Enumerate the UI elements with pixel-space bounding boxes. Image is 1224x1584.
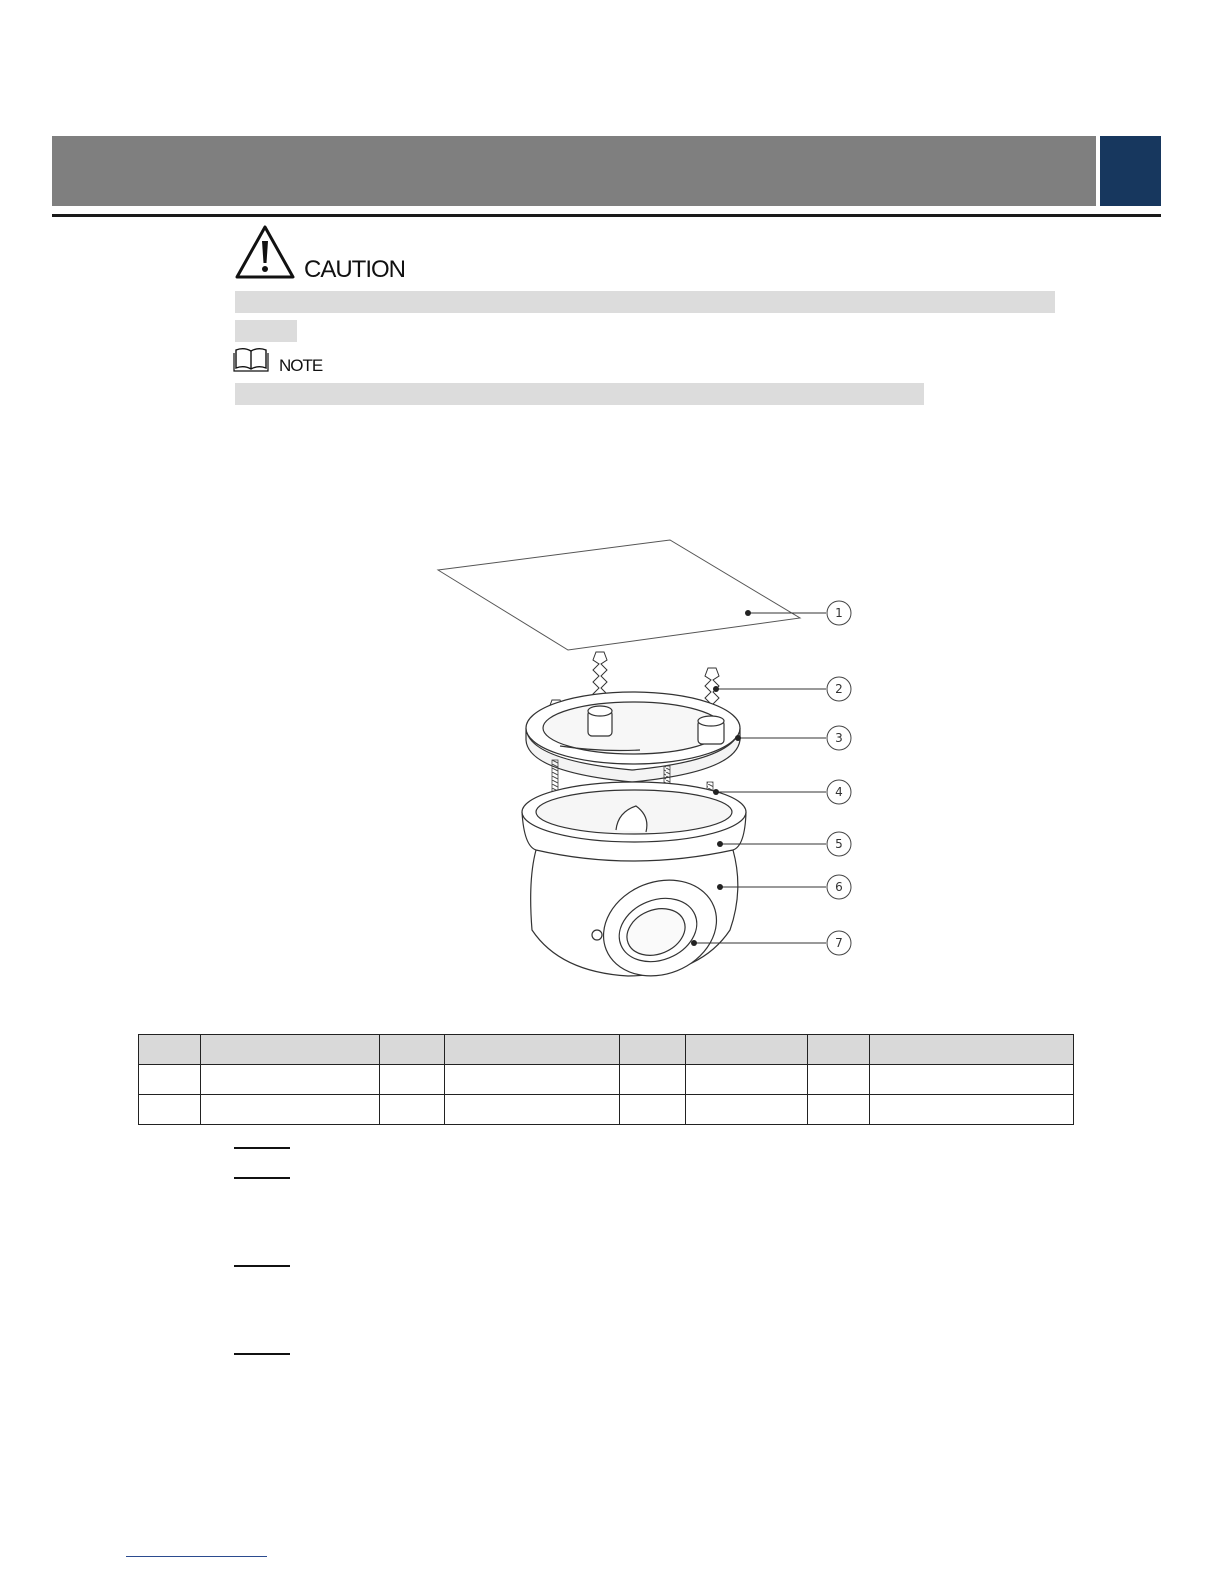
table-header-cell [686, 1035, 808, 1065]
callout-number: 7 [835, 936, 843, 950]
camera-installation-diagram [420, 530, 860, 990]
component-table [138, 1034, 1074, 1125]
step-marker-2 [234, 1177, 290, 1179]
table-cell [870, 1095, 1074, 1125]
footer-link-underline[interactable] [126, 1556, 267, 1557]
caution-text-line-2 [235, 320, 297, 342]
callout-6 [827, 875, 851, 899]
step-marker-1 [234, 1147, 290, 1149]
table-row [139, 1065, 1074, 1095]
table-cell [620, 1065, 686, 1095]
table-cell [870, 1065, 1074, 1095]
callout-number: 1 [835, 606, 843, 620]
step-marker-4 [234, 1353, 290, 1355]
table-cell [139, 1065, 201, 1095]
callout-7 [827, 931, 851, 955]
table-header-cell [380, 1035, 445, 1065]
table-cell [380, 1095, 445, 1125]
callout-number: 3 [835, 731, 843, 745]
table-cell [808, 1065, 870, 1095]
table-header-row [139, 1035, 1074, 1065]
table-header-cell [870, 1035, 1074, 1065]
table-cell [139, 1095, 201, 1125]
table-row [139, 1095, 1074, 1125]
table-cell [201, 1065, 380, 1095]
table-cell [445, 1095, 620, 1125]
table-cell [445, 1065, 620, 1095]
table-cell [686, 1065, 808, 1095]
table-cell [620, 1095, 686, 1125]
table-cell [380, 1065, 445, 1095]
table-header-cell [201, 1035, 380, 1065]
callout-2 [827, 677, 851, 701]
callout-5 [827, 832, 851, 856]
callout-number: 6 [835, 880, 843, 894]
callout-number: 5 [835, 837, 843, 851]
caution-warning-icon [234, 224, 296, 280]
caution-text-line-1 [235, 291, 1055, 313]
table-cell [686, 1095, 808, 1125]
table-cell [201, 1095, 380, 1125]
callout-number: 2 [835, 682, 843, 696]
table-header-cell [620, 1035, 686, 1065]
caution-label: CAUTION [304, 256, 405, 283]
mounting-surface-part [438, 540, 800, 650]
table-cell [808, 1095, 870, 1125]
callout-4 [827, 780, 851, 804]
chapter-number-tab [1100, 136, 1161, 206]
note-text-line [235, 383, 924, 405]
callout-number: 4 [835, 785, 843, 799]
note-book-icon [233, 346, 269, 372]
table-header-cell [445, 1035, 620, 1065]
header-rule [52, 214, 1161, 217]
callout-3 [827, 726, 851, 750]
step-marker-3 [234, 1265, 290, 1267]
table-header-cell [808, 1035, 870, 1065]
callout-1 [827, 601, 851, 625]
table-header-cell [139, 1035, 201, 1065]
chapter-header-bar [52, 136, 1096, 206]
note-label: NOTE [279, 356, 323, 375]
